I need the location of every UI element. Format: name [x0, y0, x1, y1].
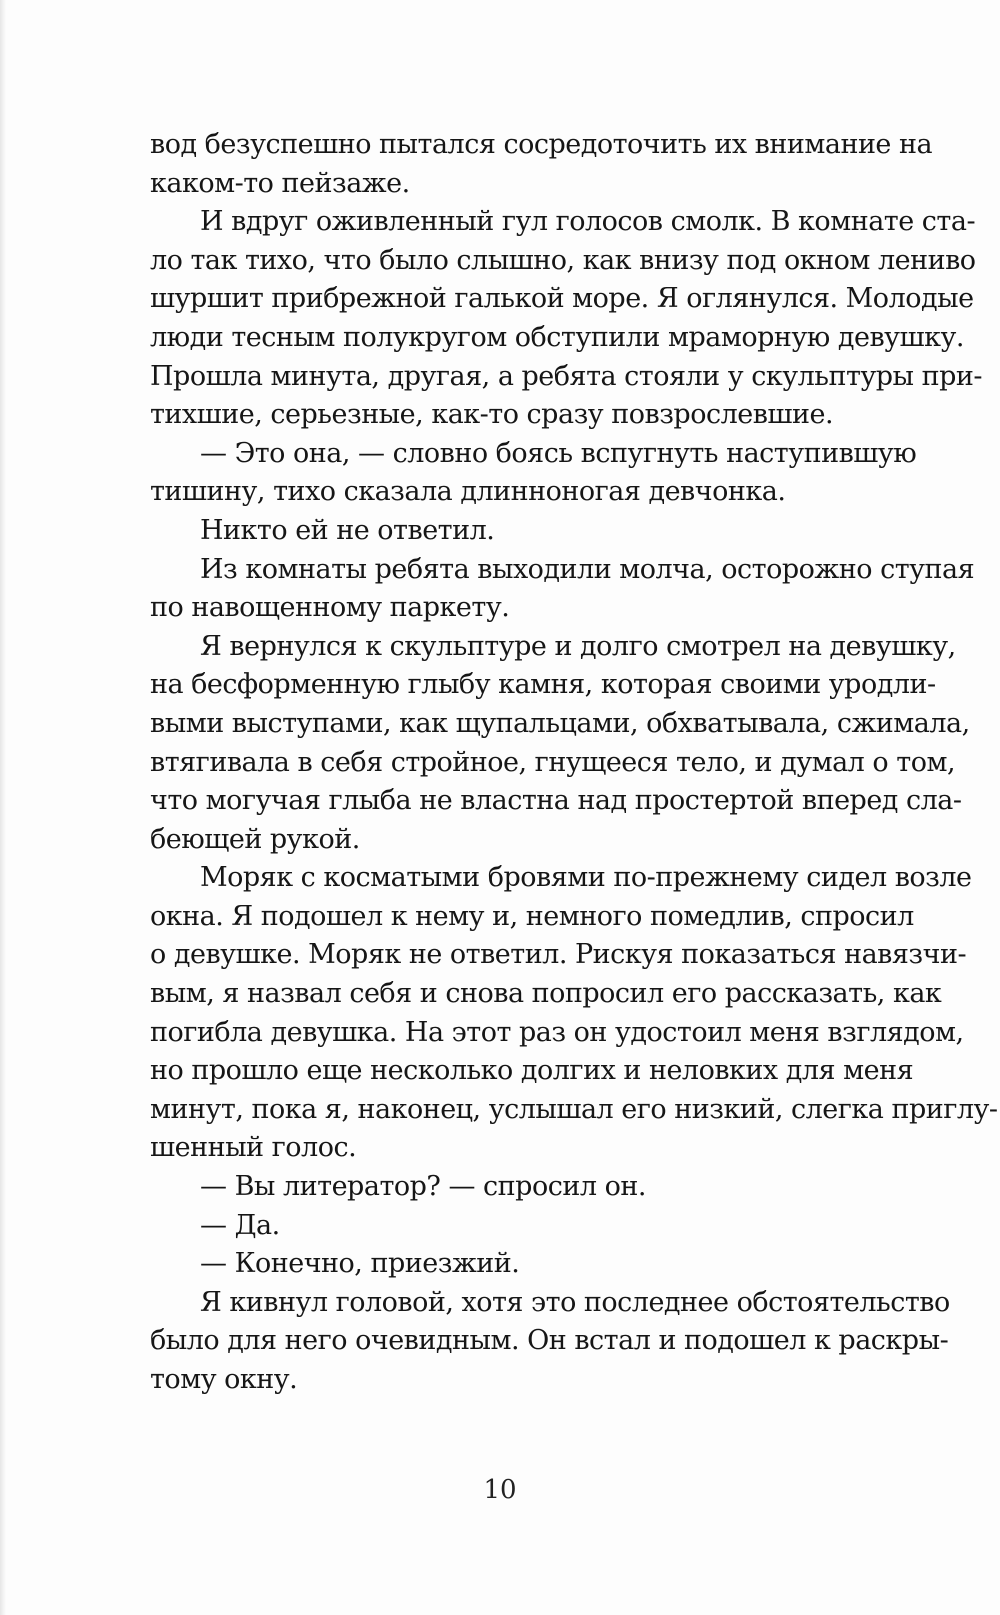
text-line: Из комнаты ребята выходили молча, осторожно ступая	[200, 553, 975, 585]
text-line: Никто ей не ответил.	[200, 514, 495, 546]
body-text	[150, 126, 998, 1400]
text-line: Я кивнул головой, хотя это последнее обстоятельство	[200, 1286, 950, 1318]
text-line: каком-то пейзаже.	[150, 167, 410, 199]
text-line: о девушке. Моряк не ответил. Рискуя показаться навязчи-	[150, 939, 967, 971]
text-line: тишину, тихо сказала длинноногая девчонка.	[150, 476, 786, 508]
text-line: погибла девушка. На этот раз он удостоил меня взглядом,	[150, 1016, 964, 1048]
text-line: окна. Я подошел к нему и, немного помедлив, спросил	[150, 900, 914, 932]
text-line: — Это она, — словно боясь вспугнуть наступившую	[200, 437, 917, 469]
text-line: Я вернулся к скульптуре и долго смотрел на девушку,	[200, 630, 956, 662]
page-edge-shadow	[0, 0, 6, 1615]
text-line: минут, пока я, наконец, услышал его низкий, слегка приглу-	[150, 1093, 998, 1125]
text-line: ло так тихо, что было слышно, как внизу под окном лениво	[150, 244, 976, 276]
page-number: 10	[483, 1475, 517, 1505]
text-line: — Да.	[200, 1209, 280, 1241]
text-line: по навощенному паркету.	[150, 592, 510, 624]
text-line: что могучая глыба не властна над простертой вперед сла-	[150, 785, 962, 817]
text-line: беющей рукой.	[150, 823, 360, 855]
text-line: Моряк с косматыми бровями по-прежнему сидел возле	[200, 862, 972, 894]
text-line: Прошла минута, другая, а ребята стояли у скульптуры при-	[150, 360, 983, 392]
text-line: вым, я назвал себя и снова попросил его рассказать, как	[150, 978, 942, 1010]
text-line: — Вы литератор? — спросил он.	[200, 1171, 646, 1203]
text-line: втягивала в себя стройное, гнущееся тело, и думал о том,	[150, 746, 956, 778]
text-line: но прошло еще несколько долгих и неловких для меня	[150, 1055, 914, 1087]
text-line: тихшие, серьезные, как-то сразу повзрослевшие.	[150, 399, 834, 431]
text-line: — Конечно, приезжий.	[200, 1248, 520, 1280]
text-line: вод безуспешно пытался сосредоточить их внимание на	[150, 129, 933, 160]
text-line: тому окну.	[150, 1364, 298, 1395]
text-line: на бесформенную глыбу камня, которая своими уродли-	[150, 669, 936, 701]
text-line: шуршит прибрежной галькой море. Я оглянулся. Молодые	[150, 283, 974, 315]
text-line: шенный голос.	[150, 1132, 357, 1164]
text-line: люди тесным полукругом обступили мраморную девушку.	[150, 321, 964, 353]
text-line: было для него очевидным. Он встал и подошел к раскры-	[150, 1325, 949, 1357]
text-line: выми выступами, как щупальцами, обхватывала, сжимала,	[150, 707, 970, 739]
text-line: И вдруг оживленный гул голосов смолк. В комнате ста-	[200, 206, 976, 238]
